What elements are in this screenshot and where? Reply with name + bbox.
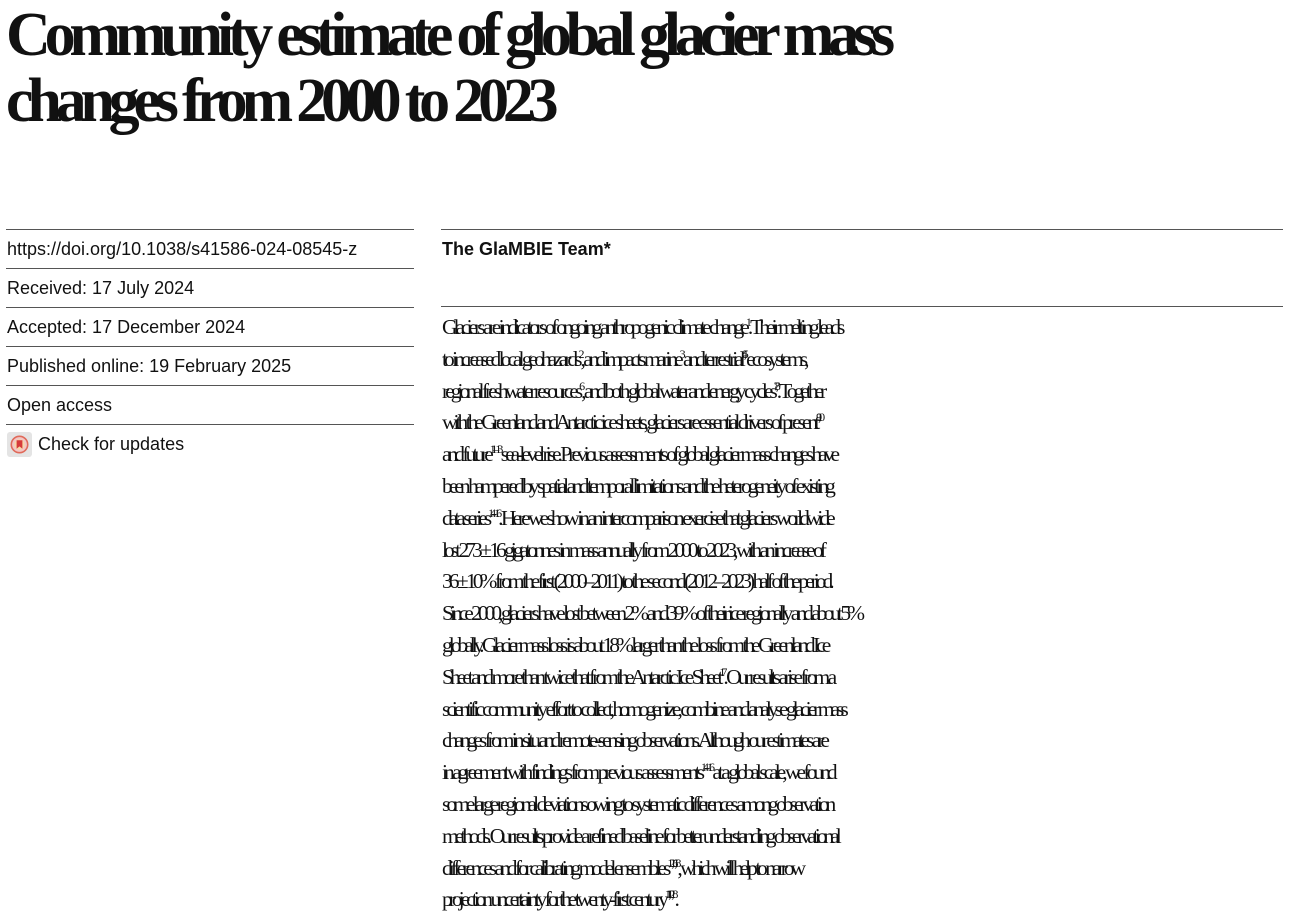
abstract-text: been hampered by spatial and temporal limitations and the heterogeneity of existing	[442, 473, 832, 498]
abstract-text: Glaciers are indicators of ongoing anthropogenic climate change	[442, 315, 746, 339]
citation-superscript[interactable]: 1	[745, 315, 748, 329]
abstract-line	[442, 535, 1292, 567]
citation-superscript[interactable]: 7,8	[773, 378, 777, 393]
abstract-line	[442, 312, 1292, 344]
abstract-text: . Our results arise from a	[723, 664, 834, 689]
abstract-line	[442, 725, 1292, 757]
abstract-text: . Their melting leads	[747, 315, 842, 339]
citation-superscript[interactable]: 4,5	[741, 346, 745, 361]
citation-superscript[interactable]: 3	[679, 346, 682, 361]
article-metadata	[6, 229, 414, 463]
paper-title	[6, 2, 1290, 134]
check-for-updates-label: Check for updates	[38, 433, 185, 454]
abstract-text: , and impacts marine	[580, 346, 680, 371]
abstract-line	[442, 376, 1292, 408]
citation-superscript[interactable]: 11,12,18	[664, 887, 675, 902]
citation-superscript[interactable]: 17	[719, 664, 724, 679]
abstract-line	[442, 471, 1292, 503]
abstract-text: . Together	[776, 378, 824, 403]
doi-link[interactable]: https://doi.org/10.1038/s41586-024-08545-z	[6, 229, 414, 268]
citation-superscript[interactable]: 9,10	[816, 410, 822, 425]
abstract-line	[442, 598, 1292, 630]
abstract-text: differences and for calibrating model ensembles	[442, 855, 668, 880]
abstract-line	[442, 439, 1292, 471]
open-access-label: Open access	[6, 385, 414, 424]
abstract-text: methods. Our results provide a refined baseline for better understanding observational	[442, 823, 838, 848]
abstract-text: , which will help to narrow	[677, 855, 803, 880]
check-for-updates-link[interactable]	[6, 424, 414, 463]
abstract-text: 36 ± 10% from the first (2000–2011) to the second (2012–2023) half of the period.	[442, 569, 831, 594]
abstract-text: with the Greenland and Antarctic ice sheets, glaciers are essential drivers of present	[442, 410, 817, 435]
abstract-line	[442, 757, 1292, 789]
abstract-text: regional freshwater resources	[442, 378, 580, 403]
check-for-updates-icon	[7, 432, 32, 457]
abstract-line	[442, 503, 1292, 535]
abstract-text: scientific community effort to collect, homogenize, combine and analyse glacier mass	[442, 696, 845, 721]
abstract-text: Sheet and more than twice that from the Antarctic Ice Sheet	[442, 664, 720, 689]
citation-superscript[interactable]: 2	[578, 346, 581, 361]
citation-superscript[interactable]: 14–16	[488, 505, 499, 520]
accepted-date: Accepted: 17 December 2024	[6, 307, 414, 346]
abstract-line	[442, 566, 1292, 598]
abstract-text: ecosystems,	[744, 346, 806, 371]
abstract-text: some large regional deviations owing to systematic differences among observation	[442, 791, 833, 816]
published-date: Published online: 19 February 2025	[6, 346, 414, 385]
abstract-text: sea-level rise. Previous assessments of global glacier mass changes have	[499, 442, 837, 467]
abstract-line	[442, 821, 1292, 853]
abstract-text: and future	[442, 442, 490, 467]
abstract-line	[442, 694, 1292, 726]
abstract-text: Since 2000, glaciers have lost between 2% and 39% of their ice regionally and about 5%	[442, 601, 862, 626]
abstract-divider	[441, 306, 1283, 307]
abstract-line	[442, 789, 1292, 821]
abstract-line	[442, 344, 1292, 376]
abstract-text: projection uncertainty for the twenty-first century	[442, 887, 665, 912]
title-line-1: Community estimate of global glacier mass	[6, 1, 889, 69]
abstract-line	[442, 630, 1292, 662]
abstract-text: to increased local geohazards	[442, 346, 579, 371]
citation-superscript[interactable]: 11–13	[489, 442, 500, 457]
author-list: The GlaMBIE Team*	[442, 239, 611, 259]
title-line-2: changes from 2000 to 2023	[6, 67, 553, 135]
abstract-text: . Here we show in an intercomparison exercise that glaciers worldwide	[498, 505, 832, 530]
abstract-text: globally. Glacier mass loss is about 18% larger than the loss from the Greenland Ice	[442, 632, 828, 657]
abstract-text: at a global scale, we found	[710, 760, 834, 785]
abstract-text: data series	[442, 505, 489, 530]
abstract-line	[442, 662, 1292, 694]
abstract-text: in agreement with findings from previous assessments	[442, 760, 701, 785]
abstract-line	[442, 853, 1292, 885]
citation-superscript[interactable]: 6	[579, 378, 582, 393]
abstract	[442, 312, 1292, 916]
abstract-text: and terrestrial	[681, 346, 742, 371]
abstract-text: lost 273 ± 16 gigatonnes in mass annually from 2000 to 2023, with an increase of	[442, 537, 823, 562]
received-date: Received: 17 July 2024	[6, 268, 414, 307]
abstract-line	[442, 884, 1292, 916]
citation-superscript[interactable]: 14–16	[700, 760, 711, 775]
abstract-line	[442, 407, 1292, 439]
citation-superscript[interactable]: 12,16,18	[667, 855, 678, 870]
abstract-text: .	[674, 887, 676, 912]
abstract-text: changes from in situ and remote-sensing observations. Although our estimates are	[442, 728, 826, 753]
abstract-text: , and both global water and energy cycles	[581, 378, 774, 403]
